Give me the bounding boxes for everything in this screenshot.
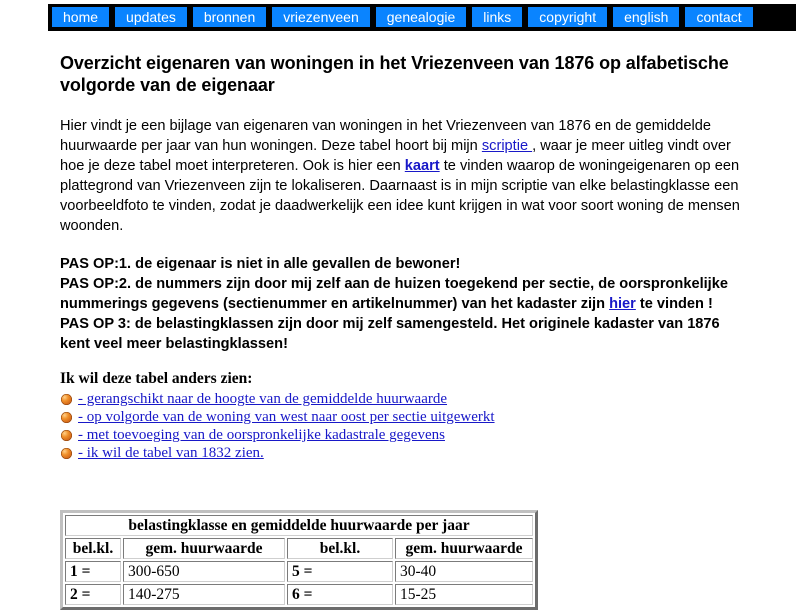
table-caption-row [65,515,533,536]
alt-views-list [60,390,750,462]
nav-item-english[interactable]: english [613,7,679,27]
alt-view-link-west-to-east[interactable]: - op volgorde van de woning van west naar oost per sectie uitgewerkt [78,409,495,425]
intro-text-part-2: , waar je meer uitleg vindt over hoe je deze tabel moet interpreteren. Ook is hier een [60,138,731,174]
warning-line-1: PAS OP:1. de eigenaar is niet in alle gevallen de bewoner! [60,256,461,272]
cell-class-5: 5 = [287,561,393,582]
nav-item-links[interactable]: links [472,7,522,27]
cell-value-5: 30-40 [395,561,533,582]
column-header-belkl-1: bel.kl. [65,538,121,559]
intro-text-part-3: te vinden waarop de woningeigenaren op een plattegrond van Vriezenveen zijn te lokaliseren. Daarnaast is in mijn scriptie van elke belastingklasse een voorbeeldfoto te vinden, zodat je daadwerkelijk een idee kunt krijgen in wat voor soort woning de mensen woonden. [60,158,740,234]
table-row [65,584,533,605]
orange-sphere-bullet-icon [61,412,72,423]
alt-view-link-kadastrale-gegevens[interactable]: - met toevoeging van de oorspronkelijke kadastrale gegevens [78,427,445,443]
orange-sphere-bullet-icon [61,394,72,405]
intro-text-part-1: Hier vindt je een bijlage van eigenaren van woningen in het Vriezenveen van 1876 en de gemiddelde huurwaarde per jaar van hun woningen. Deze tabel hoort bij mijn [60,118,711,154]
list-item [60,390,750,408]
table-header-row [65,538,533,559]
alt-views-heading: Ik wil deze tabel anders zien: [60,370,253,387]
orange-sphere-bullet-icon [61,430,72,441]
nav-item-contact[interactable]: contact [685,7,752,27]
main-content [60,52,750,462]
list-item [60,444,750,462]
top-navigation-bar [48,4,796,31]
cell-class-2: 2 = [65,584,121,605]
warning-line-2b: te vinden ! [635,296,713,312]
nav-item-updates[interactable]: updates [115,7,187,27]
nav-item-copyright[interactable]: copyright [528,7,607,27]
orange-sphere-bullet-icon [61,448,72,459]
belastingklasse-table [60,510,538,610]
cell-class-6: 6 = [287,584,393,605]
nav-item-vriezenveen[interactable]: vriezenveen [272,7,370,27]
column-header-belkl-2: bel.kl. [287,538,393,559]
scriptie-link[interactable]: scriptie [481,138,533,154]
column-header-huurwaarde-2: gem. huurwaarde [395,538,533,559]
warning-block [60,254,750,354]
hier-link[interactable]: hier [609,296,636,312]
list-item [60,408,750,426]
alt-view-link-sorted-by-rent[interactable]: - gerangschikt naar de hoogte van de gemiddelde huurwaarde [78,391,448,407]
cell-value-6: 15-25 [395,584,533,605]
kaart-link[interactable]: kaart [404,158,440,174]
cell-value-2: 140-275 [123,584,285,605]
nav-item-bronnen[interactable]: bronnen [193,7,266,27]
intro-paragraph [60,116,750,236]
list-item [60,426,750,444]
cell-class-1: 1 = [65,561,121,582]
warning-line-3: PAS OP 3: de belastingklassen zijn door mij zelf samengesteld. Het originele kadaster van 1876 kent veel meer belastingklassen! [60,316,720,352]
belastingklasse-table-wrapper [60,510,538,610]
table-caption: belastingklasse en gemiddelde huurwaarde per jaar [65,515,533,536]
cell-value-1: 300-650 [123,561,285,582]
warning-line-2: PAS OP:2. de nummers zijn door mij zelf aan de huizen toegekend per sectie, de oorspronkelijke nummerings gegevens (sectienummer en artikelnummer) van het kadaster zijn [60,276,728,312]
page-title: Overzicht eigenaren van woningen in het Vriezenveen van 1876 op alfabetische volgorde van de eigenaar [60,53,729,95]
table-row [65,561,533,582]
alt-view-link-tabel-1832[interactable]: - ik wil de tabel van 1832 zien. [78,445,264,461]
nav-item-home[interactable]: home [52,7,109,27]
nav-item-genealogie[interactable]: genealogie [376,7,467,27]
column-header-huurwaarde-1: gem. huurwaarde [123,538,285,559]
